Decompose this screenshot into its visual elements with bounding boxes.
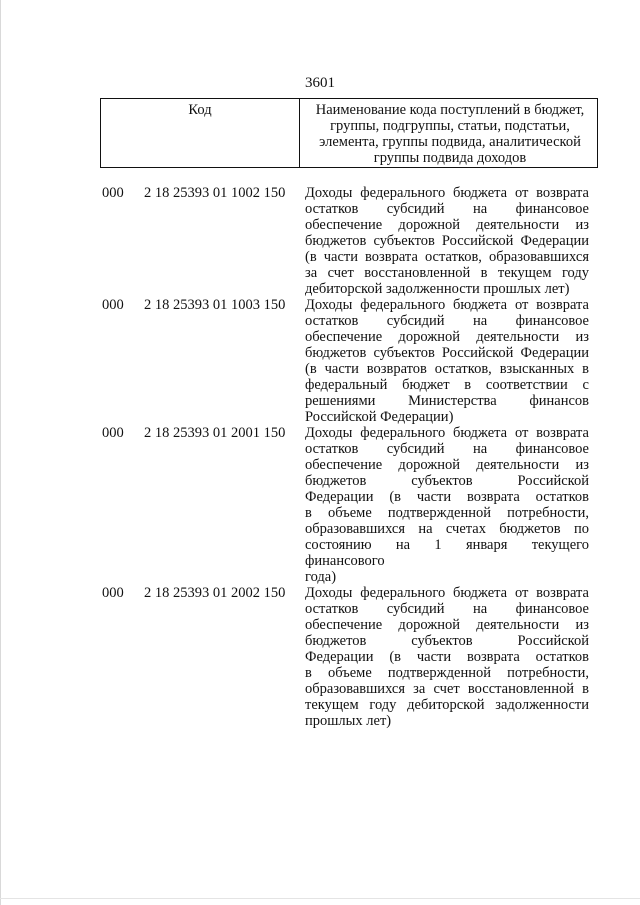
income-code-description xyxy=(305,585,589,729)
description-line: Федерации (в части возврата остатков xyxy=(305,649,589,665)
description-line: остатков субсидий на финансовое xyxy=(305,313,589,329)
budget-classification-code: 2 18 25393 01 1002 150 xyxy=(144,185,286,201)
administrator-code: 000 xyxy=(102,425,124,441)
description-line: Доходы федерального бюджета от возврата xyxy=(305,425,589,441)
description-line: бюджетов субъектов Российской Федерации xyxy=(305,233,589,249)
income-code-description xyxy=(305,425,589,585)
description-line: бюджетов субъектов Российской xyxy=(305,473,589,489)
description-line: за счет восстановленной в текущем году xyxy=(305,265,589,281)
description-line: обеспечение дорожной деятельности из xyxy=(305,617,589,633)
description-line: обеспечение дорожной деятельности из xyxy=(305,217,589,233)
administrator-code: 000 xyxy=(102,185,124,201)
description-line: в объеме подтвержденной потребности, xyxy=(305,505,589,521)
description-line: Доходы федерального бюджета от возврата xyxy=(305,585,589,601)
description-line: обеспечение дорожной деятельности из xyxy=(305,457,589,473)
page-number: 3601 xyxy=(305,75,335,91)
administrator-code: 000 xyxy=(102,585,124,601)
header-column-divider xyxy=(299,99,300,167)
description-line: в объеме подтвержденной потребности, xyxy=(305,665,589,681)
description-line: бюджетов субъектов Российской Федерации xyxy=(305,345,589,361)
budget-classification-code: 2 18 25393 01 1003 150 xyxy=(144,297,286,313)
description-line: остатков субсидий на финансовое xyxy=(305,201,589,217)
code-column-header: Код xyxy=(188,102,212,118)
income-code-description xyxy=(305,185,589,297)
description-line: Федерации (в части возврата остатков xyxy=(305,489,589,505)
description-line: текущем году дебиторской задолженности xyxy=(305,697,589,713)
description-line: Доходы федерального бюджета от возврата xyxy=(305,297,589,313)
column-header-table xyxy=(100,98,598,168)
description-line: Российской Федерации) xyxy=(305,409,454,425)
administrator-code: 000 xyxy=(102,297,124,313)
description-line: образовавшихся за счет восстановленной в xyxy=(305,681,589,697)
budget-classification-code: 2 18 25393 01 2001 150 xyxy=(144,425,286,441)
description-line: дебиторской задолженности прошлых лет) xyxy=(305,281,570,297)
description-line: бюджетов субъектов Российской xyxy=(305,633,589,649)
description-line: (в части возвратов остатков, взысканных в xyxy=(305,361,589,377)
description-line: Доходы федерального бюджета от возврата xyxy=(305,185,589,201)
description-line: года) xyxy=(305,569,337,585)
income-code-description xyxy=(305,297,589,425)
income-code-list xyxy=(0,185,640,729)
budget-classification-code: 2 18 25393 01 2002 150 xyxy=(144,585,286,601)
description-line: обеспечение дорожной деятельности из xyxy=(305,329,589,345)
income-code-row xyxy=(0,585,640,729)
description-line: остатков субсидий на финансовое xyxy=(305,441,589,457)
description-line: образовавшихся на счетах бюджетов по xyxy=(305,521,589,537)
description-line: федеральный бюджет в соответствии с xyxy=(305,377,589,393)
description-line: прошлых лет) xyxy=(305,713,392,729)
description-line: остатков субсидий на финансовое xyxy=(305,601,589,617)
description-column-header: Наименование кода поступлений в бюджет, группы, подгруппы, статьи, подстатьи, элемента, группы подвида, аналитической группы подвида доходов xyxy=(315,102,585,166)
income-code-row xyxy=(0,425,640,585)
description-line: (в части возврата остатков, образовавшихся xyxy=(305,249,589,265)
description-line: решениями Министерства финансов xyxy=(305,393,589,409)
page-bottom-edge xyxy=(0,898,640,899)
income-code-row xyxy=(0,297,640,425)
description-line: состоянию на 1 января текущего финансового xyxy=(305,537,589,569)
income-code-row xyxy=(0,185,640,297)
